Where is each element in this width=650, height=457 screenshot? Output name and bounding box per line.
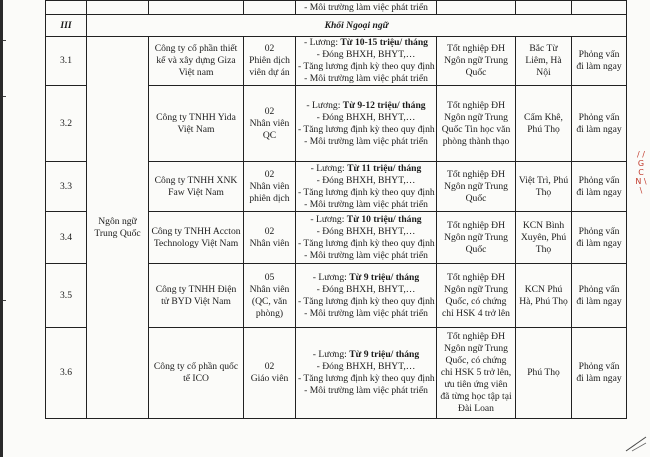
benefit-line: - Tăng lương định kỳ theo quy định bbox=[298, 61, 435, 72]
quantity: 05 bbox=[264, 271, 275, 283]
salary-line: - Lương: Từ 10-15 triệu/ tháng bbox=[304, 37, 428, 48]
section-header-row bbox=[46, 15, 627, 37]
benefits-cell bbox=[296, 162, 437, 212]
position: Nhân viên phiên dịch bbox=[249, 180, 290, 204]
table-row-previous-continuation bbox=[46, 1, 627, 15]
quantity: 02 bbox=[264, 105, 275, 117]
edge-tick bbox=[3, 300, 6, 301]
benefit-line: - Tăng lương định kỳ theo quy định bbox=[298, 295, 435, 307]
salary-line: - Lương: Từ 9 triệu/ tháng bbox=[312, 349, 420, 360]
position: Giáo viên bbox=[250, 373, 289, 384]
section-number: III bbox=[46, 15, 87, 37]
job-listing-table bbox=[45, 0, 627, 419]
quantity-position bbox=[244, 37, 296, 86]
salary-value: Từ 9 triệu/ tháng bbox=[349, 349, 420, 360]
benefit-line: - Đóng BHXH, BHYT,… bbox=[316, 111, 416, 123]
page-left-edge bbox=[0, 0, 3, 457]
salary-value: Từ 10 triệu/ tháng bbox=[346, 213, 422, 225]
row-number: 3.3 bbox=[46, 162, 87, 212]
company-name: Công ty TNHH XNK Faw Việt Nam bbox=[149, 162, 244, 212]
quantity: 02 bbox=[264, 168, 275, 180]
quantity-position bbox=[244, 86, 296, 162]
row-number: 3.5 bbox=[46, 264, 87, 328]
company-name: Công ty TNHH Accton Technology Việt Nam bbox=[149, 212, 244, 264]
quantity-position bbox=[244, 162, 296, 212]
position: Phiên dịch viên dự án bbox=[249, 55, 290, 78]
benefit-line: - Đóng BHXH, BHYT,… bbox=[316, 174, 416, 186]
major-cell: Ngôn ngữ Trung Quốc bbox=[87, 37, 149, 419]
benefit-line: - Môi trường làm việc phát triển bbox=[296, 1, 437, 15]
benefits-cell bbox=[296, 37, 437, 86]
benefit-line: - Tăng lương định kỳ theo quy định bbox=[298, 237, 435, 249]
benefit-line: - Môi trường làm việc phát triển bbox=[304, 135, 428, 147]
salary-line: - Lương: Từ 10 triệu/ tháng bbox=[310, 213, 422, 225]
table-row bbox=[46, 37, 627, 86]
recruit-method: Phỏng vấn đi làm ngay bbox=[572, 264, 627, 328]
edge-tick bbox=[3, 96, 6, 97]
corner-stroke bbox=[632, 443, 646, 451]
requirement: Tốt nghiệp ĐH Ngôn ngữ Trung Quốc, có chứng chỉ HSK 5 trở lên, ưu tiên ứng viên đã từng học tập tại Đài Loan bbox=[437, 328, 516, 419]
company-name: Công ty TNHH Yida Việt Nam bbox=[149, 86, 244, 162]
benefit-line: - Đóng BHXH, BHYT,… bbox=[316, 361, 416, 372]
recruit-method: Phỏng vấn đi làm ngay bbox=[572, 328, 627, 419]
benefit-line: - Tăng lương định kỳ theo quy định bbox=[298, 373, 435, 384]
position: Nhân viên QC bbox=[249, 117, 290, 141]
salary-line: - Lương: Từ 11 triệu/ tháng bbox=[310, 162, 422, 174]
work-location: KCN Bình Xuyên, Phú Thọ bbox=[516, 212, 572, 264]
salary-value: Từ 11 triệu/ tháng bbox=[347, 162, 422, 174]
work-location: Phú Thọ bbox=[516, 328, 572, 419]
recruit-method: Phỏng vấn đi làm ngay bbox=[572, 212, 627, 264]
company-name: Công ty cổ phần quốc tế ICO bbox=[149, 328, 244, 419]
quantity-position bbox=[244, 328, 296, 419]
row-number: 3.2 bbox=[46, 86, 87, 162]
benefits-cell bbox=[296, 212, 437, 264]
quantity-position bbox=[244, 264, 296, 328]
page-corner-mark bbox=[624, 433, 648, 453]
benefit-line: - Đóng BHXH, BHYT,… bbox=[316, 225, 416, 237]
requirement: Tốt nghiệp ĐH Ngôn ngữ Trung Quốc bbox=[437, 212, 516, 264]
salary-line: - Lương: Từ 9-12 triệu/ tháng bbox=[306, 99, 426, 111]
row-number: 3.6 bbox=[46, 328, 87, 419]
recruit-method: Phỏng vấn đi làm ngay bbox=[572, 86, 627, 162]
work-location: Việt Trì, Phú Thọ bbox=[516, 162, 572, 212]
recruit-method: Phỏng vấn đi làm ngay bbox=[572, 37, 627, 86]
requirement: Tốt nghiệp ĐH Ngôn ngữ Trung Quốc, có chứng chỉ HSK 4 trở lên bbox=[437, 264, 516, 328]
benefit-line: - Môi trường làm việc phát triển bbox=[304, 385, 428, 396]
requirement: Tốt nghiệp ĐH Ngôn ngữ Trung Quốc bbox=[437, 37, 516, 86]
benefit-line: - Đóng BHXH, BHYT,… bbox=[316, 283, 416, 295]
quantity: 02 bbox=[264, 43, 275, 54]
position: Nhân viên (QC, văn phòng) bbox=[249, 283, 290, 319]
quantity: 02 bbox=[264, 225, 275, 237]
work-location: Cẩm Khê, Phú Thọ bbox=[516, 86, 572, 162]
benefit-line: - Môi trường làm việc phát triển bbox=[304, 198, 428, 210]
company-name: Công ty cổ phần thiết kế và xây dựng Giza Việt nam bbox=[149, 37, 244, 86]
work-location: Bắc Từ Liêm, Hà Nội bbox=[516, 37, 572, 86]
requirement: Tốt nghiệp ĐH Ngôn ngữ Trung Quốc bbox=[437, 162, 516, 212]
benefits-cell bbox=[296, 328, 437, 419]
benefit-line: - Môi trường làm việc phát triển bbox=[304, 249, 428, 261]
benefit-line: - Môi trường làm việc phát triển bbox=[304, 73, 428, 84]
benefit-line: - Đóng BHXH, BHYT,… bbox=[316, 49, 416, 60]
salary-value: Từ 9-12 triệu/ tháng bbox=[342, 99, 426, 111]
salary-line: - Lương: Từ 9 triệu/ tháng bbox=[312, 271, 420, 283]
salary-value: Từ 10-15 triệu/ tháng bbox=[340, 37, 428, 48]
benefits-cell bbox=[296, 264, 437, 328]
benefit-line: - Môi trường làm việc phát triển bbox=[304, 307, 428, 319]
benefit-line: - Tăng lương định kỳ theo quy định bbox=[298, 186, 435, 198]
work-location: KCN Phú Hà, Phú Thọ bbox=[516, 264, 572, 328]
company-name: Công ty TNHH Điện tử BYD Việt Nam bbox=[149, 264, 244, 328]
benefit-line: - Tăng lương định kỳ theo quy định bbox=[298, 123, 435, 135]
quantity: 02 bbox=[264, 361, 275, 372]
quantity-position bbox=[244, 212, 296, 264]
edge-tick bbox=[3, 40, 6, 41]
requirement: Tốt nghiệp ĐH Ngôn ngữ Trung Quốc Tin học văn phòng thành thạo bbox=[437, 86, 516, 162]
benefits-cell bbox=[296, 86, 437, 162]
row-number: 3.1 bbox=[46, 37, 87, 86]
recruit-method: Phỏng vấn đi làm ngay bbox=[572, 162, 627, 212]
salary-value: Từ 9 triệu/ tháng bbox=[349, 271, 420, 283]
position: Nhân viên bbox=[249, 237, 290, 249]
row-number: 3.4 bbox=[46, 212, 87, 264]
section-title: Khối Ngoại ngữ bbox=[87, 15, 627, 37]
seal-stamp-edge: / / G C N \ \ bbox=[635, 150, 647, 195]
